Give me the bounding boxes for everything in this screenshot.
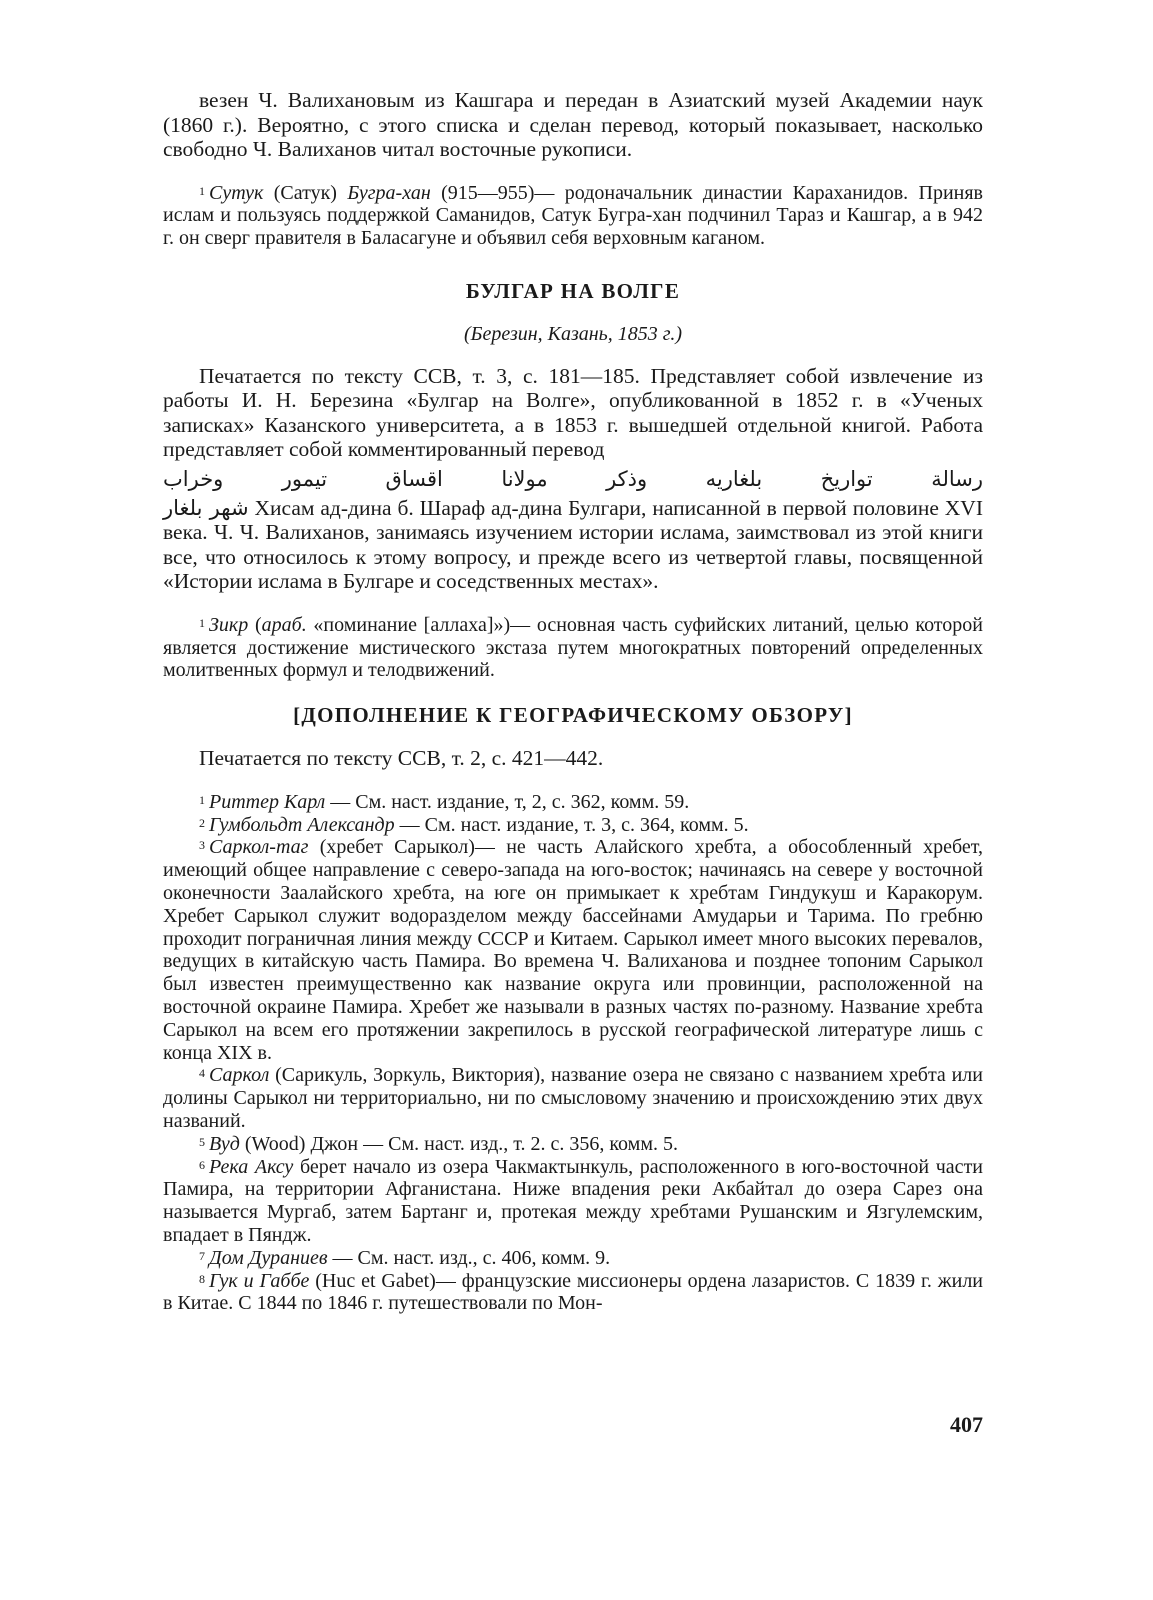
footnote-text: (915—955)— родоначальник династии Караханидов. Приняв ислам и пользуясь поддержкой Саманидов, Сатук Бугра-хан подчинил Тараз и Кашгар, а в 942 г. он сверг правителя в Баласагуне и объявил себя верховным каганом. xyxy=(163,181,983,250)
footnote-term: Саркол xyxy=(209,1064,270,1087)
footnote-term: Риттер Карл xyxy=(209,790,326,813)
footnote-lang: араб. xyxy=(261,613,307,636)
footnote-text: (Сатук) xyxy=(263,181,348,204)
footnote-number: 1 xyxy=(199,792,205,807)
footnote-number: 7 xyxy=(199,1248,205,1263)
bulgar-paragraph xyxy=(163,364,983,594)
footnote-term: Гук и Габбе xyxy=(209,1269,310,1292)
footnote-text: (Huc et Gabet)— французские миссионеры ордена лазаристов. С 1839 г. жили в Китае. С 1844 по 1846 г. путешествовали по Мон- xyxy=(163,1269,984,1315)
arabic-title-line xyxy=(163,462,983,496)
footnote-satuk xyxy=(163,182,983,250)
footnote-number: 6 xyxy=(199,1157,205,1172)
footnote-number: 2 xyxy=(199,815,205,830)
footnote-number: 1 xyxy=(199,183,205,198)
footnote-item xyxy=(163,836,983,1064)
footnote-term: Дом Дураниев xyxy=(209,1246,328,1269)
footnote-term: Бугра-хан xyxy=(347,181,431,204)
footnote-item xyxy=(163,1156,983,1247)
footnote-text: (Сарикуль, Зоркуль, Виктория), название озера не связано с названием хребта или долины Сарыкол ни территориально, ни по смысловому значению и происхождению этих двух названий. xyxy=(163,1064,983,1132)
section-title-bulgar: БУЛГАР НА ВОЛГЕ xyxy=(465,278,681,303)
footnote-item xyxy=(163,1064,983,1132)
footnote-term: Вуд xyxy=(209,1132,240,1155)
bulgar-paragraph-text: Хисам ад-дина б. Шараф ад-дина Булгари, написанной в первой половине XVI века. Ч. Ч. Валиханов, занимаясь изучением истории ислама, заимствовал из этой книги все, что относилось к этому вопросу, и прежде всего из четвертой главы, посвященной «Истории ислама в Булгаре и соседственных местах». xyxy=(163,495,983,594)
arabic-title-part2: شهر بلغار xyxy=(163,495,249,520)
footnote-text: берет начало из озера Чакмактынкуль, расположенного в юго-восточной части Памира, на территории Афганистана. Ниже впадения реки Акбайтал до озера Сарез она называется Мургаб, затем Бартанг и, протекая между хребтами Рушанским и Язгулемским, впадает в Пяндж. xyxy=(163,1155,984,1246)
footnote-term: Саркол-таг xyxy=(209,836,309,859)
bulgar-paragraph-part2 xyxy=(163,496,983,594)
footnote-text: — См. наст. издание, т. 3, с. 364, комм. 5. xyxy=(394,813,749,836)
footnote-text: (Wood) Джон — См. наст. изд., т. 2. с. 356, комм. 5. xyxy=(239,1132,678,1155)
footnote-number: 3 xyxy=(199,838,205,853)
footnote-term: Река Аксу xyxy=(209,1155,294,1178)
bulgar-paragraph-part1: Печатается по тексту ССВ, т. 3, с. 181—185. Представляет собой извлечение из работы И. Н. Березина «Булгар на Волге», опубликованной в 1852 г. в «Ученых записках» Казанского университета, а в 1853 г. вышедшей отдельной книгой. Работа представляет собой комментированный перевод xyxy=(163,363,983,462)
section-title-dopolnenie: [ДОПОЛНЕНИЕ К ГЕОГРАФИЧЕСКОМУ ОБЗОРУ] xyxy=(293,703,853,728)
footnote-item xyxy=(163,1270,983,1316)
footnote-item xyxy=(163,1247,983,1270)
footnote-number: 1 xyxy=(199,615,205,630)
page-number: 407 xyxy=(950,1412,983,1437)
footnote-term: Зикр xyxy=(209,613,249,636)
footnote-text: — См. наст. издание, т, 2, с. 362, комм. 59. xyxy=(325,790,690,813)
footnote-number: 5 xyxy=(199,1134,205,1149)
dopolnenie-paragraph: Печатается по тексту ССВ, т. 2, с. 421—442. xyxy=(199,746,604,771)
footnote-item xyxy=(163,1133,983,1156)
section-subtitle-bulgar: (Березин, Казань, 1853 г.) xyxy=(464,322,682,345)
footnote-term: Гумбольдт Александр xyxy=(209,813,395,836)
footnote-text: — См. наст. изд., с. 406, комм. 9. xyxy=(327,1246,611,1269)
arabic-title-part1: رسالة تواريخ بلغاريه وذكر مولانا اقساق تيمور وخراب xyxy=(163,466,983,491)
footnote-item xyxy=(163,814,983,837)
footnote-item xyxy=(163,791,983,814)
footnote-number: 8 xyxy=(199,1271,205,1286)
footnote-term: Сутук xyxy=(209,181,264,204)
footnote-list xyxy=(163,791,983,1315)
footnote-number: 4 xyxy=(199,1066,205,1081)
footnote-zikr: $^1$ Зикр (араб. «поминание [аллаха]»)— основная часть суфийских литаний, целью которой является достижение мистического экстаза путем многократных повторений определенных молитвенных формул и телодвижений. xyxy=(163,613,983,682)
footnote-text: (хребет Сарыкол)— не часть Алайского хребта, а обособленный хребет, имеющий общее направление с северо-запада на юго-восток; начинаясь на севере у восточной оконечности Заалайского хребта, на юге он примыкает к хребтам Гиндукуш и Каракорум. Хребет Сарыкол служит водоразделом между бассейнами Амударьи и Тарима. По гребню проходит пограничная линия между СССР и Китаем. Сарыкол имеет много высоких перевалов, ведущих в китайскую часть Памира. Во времена Ч. Валиханова и позднее топоним Сарыкол был известен преимущественно как название округа или провинции, расположенной на восточной окраине Памира. Хребет же называли в разных частях по-разному. Название хребта Сарыкол на всем его протяжении закрепилось в русской географической литературе лишь с конца XIX в. xyxy=(163,836,983,1064)
intro-paragraph: везен Ч. Валихановым из Кашгара и передан в Азиатский музей Академии наук (1860 г.). Вероятно, с этого списка и сделан перевод, который показывает, насколько свободно Ч. Валиханов читал восточные рукописи. xyxy=(163,88,983,161)
footnote-text: «поминание [аллаха]»)— основная часть суфийских литаний, целью которой является достижение мистического экстаза путем многократных повторений определенных молитвенных формул и телодвижений. xyxy=(163,613,983,682)
